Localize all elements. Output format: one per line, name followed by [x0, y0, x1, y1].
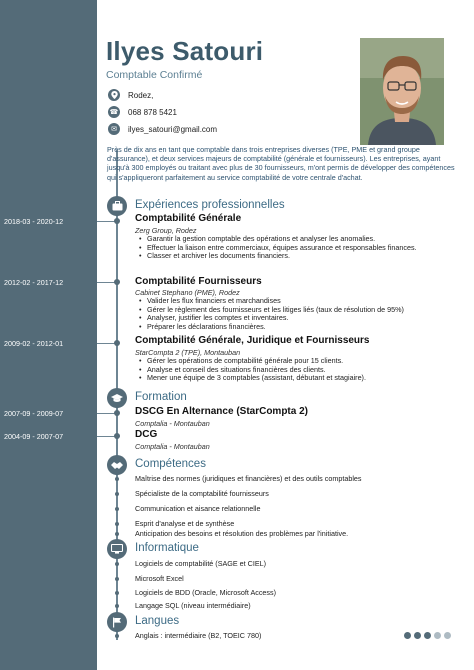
contact-email[interactable]	[108, 123, 217, 135]
it-item: Logiciels de comptabilité (SAGE et CIEL)	[135, 559, 267, 568]
location-pin-icon	[108, 89, 120, 101]
section-title-it: Informatique	[135, 542, 199, 554]
contact-address	[108, 89, 153, 101]
briefcase-icon	[107, 196, 127, 216]
list-item: • Gérer le règlement des fournisseurs et les litiges liés (taux de résolution de 95%)	[147, 306, 447, 315]
timeline-dot	[115, 522, 119, 526]
it-item: Langage SQL (niveau intermédiaire)	[135, 601, 251, 610]
language-level-rating	[404, 632, 451, 639]
hands-icon	[107, 455, 127, 475]
address-text: Rodez,	[128, 90, 154, 100]
level-dot-filled	[414, 632, 421, 639]
edu-dates: 2004-09 - 2007-07	[4, 432, 64, 441]
list-item: • Mener une équipe de 3 comptables (assistant, débutant et stagiaire).	[147, 374, 447, 383]
level-dot-empty	[444, 632, 451, 639]
edu-school: Comptalia - Montauban	[135, 419, 210, 428]
job-company: Zerg Group, Rodez	[135, 226, 197, 235]
skill-item: Esprit d'analyse et de synthèse	[135, 519, 235, 528]
timeline-dot	[115, 532, 119, 536]
list-item: • Préparer les déclarations financières.	[147, 323, 447, 332]
profile-summary: Près de dix ans en tant que comptable dans trois entreprises diverses (TPE, PME et grand groupe d'assurance), et deux services majeurs de comptabilité (générale et fournisseurs). Les entreprises, ayant jusqu'à 300 employés ou traitant avec plus de 30 fournisseurs, m'ont permis de développer des compétences qui s'appliqueront parfaitement au service comptabilité de votre centrale d'achat.	[107, 145, 455, 182]
job-title: Comptabilité Générale, Juridique et Fournisseurs	[135, 335, 370, 346]
skill-item: Communication et aisance relationnelle	[135, 504, 261, 513]
timeline-dot	[115, 477, 119, 481]
job-subtitle: Comptable Confirmé	[106, 69, 203, 81]
sidebar	[0, 0, 97, 670]
job-dates: 2012-02 - 2017-12	[4, 278, 64, 287]
section-title-experience: Expériences professionnelles	[135, 199, 285, 211]
list-item: • Analyser, justifier les comptes et inventaires.	[147, 314, 447, 323]
skill-item: Spécialiste de la comptabilité fournisseurs	[135, 489, 269, 498]
list-item: • Classer et archiver les documents financiers.	[147, 252, 447, 261]
flag-icon	[107, 612, 127, 632]
job-company: StarCompta 2 (TPE), Montauban	[135, 348, 241, 357]
timeline-dot	[114, 433, 120, 439]
level-dot-filled	[424, 632, 431, 639]
timeline-dot	[114, 340, 120, 346]
job-company: Cabinet Stephano (PME), Rodez	[135, 288, 240, 297]
timeline-dot	[115, 562, 119, 566]
job-title: Comptabilité Générale	[135, 213, 242, 224]
edu-school: Comptalia - Montauban	[135, 442, 210, 451]
list-item: • Garantir la gestion comptable des opérations et analyser les anomalies.	[147, 235, 447, 244]
phone-text: 068 878 5421	[128, 107, 177, 117]
timeline-dot	[115, 507, 119, 511]
job-bullets	[147, 357, 447, 383]
job-dates: 2018-03 - 2020-12	[4, 217, 64, 226]
timeline-dot	[115, 591, 119, 595]
edu-dates: 2007-09 - 2009-07	[4, 409, 64, 418]
list-item: • Effectuer la liaison entre commerciaux, équipes assurance et responsables finances.	[147, 244, 447, 253]
language-item: Anglais : intermédiaire (B2, TOEIC 780)	[135, 631, 262, 640]
section-title-languages: Langues	[135, 615, 180, 627]
email-icon: ✉	[108, 123, 120, 135]
job-bullets	[147, 297, 447, 331]
list-item: • Valider les flux financiers et marchandises	[147, 297, 447, 306]
edu-title: DCG	[135, 429, 158, 440]
level-dot-filled	[404, 632, 411, 639]
level-dot-empty	[434, 632, 441, 639]
timeline-dot	[115, 634, 119, 638]
list-item: • Gérer les opérations de comptabilité générale pour 15 clients.	[147, 357, 447, 366]
timeline-dot	[114, 410, 120, 416]
section-title-education: Formation	[135, 391, 187, 403]
monitor-icon	[107, 539, 127, 559]
phone-icon: ☎	[108, 106, 120, 118]
it-item: Logiciels de BDD (Oracle, Microsoft Access)	[135, 588, 276, 597]
timeline-dot	[114, 218, 120, 224]
job-dates: 2009-02 - 2012-01	[4, 339, 64, 348]
timeline-dot	[115, 577, 119, 581]
job-bullets	[147, 235, 447, 261]
email-text[interactable]: ilyes_satouri@gmail.com	[128, 124, 218, 134]
it-item: Microsoft Excel	[135, 574, 184, 583]
skill-item: Anticipation des besoins et résolution des problèmes par l'initiative.	[135, 529, 349, 538]
edu-title: DSCG En Alternance (StarCompta 2)	[135, 406, 308, 417]
section-title-skills: Compétences	[135, 458, 206, 470]
list-item: • Analyse et conseil des situations financières des clients.	[147, 366, 447, 375]
timeline-dot	[115, 604, 119, 608]
profile-photo	[360, 38, 444, 145]
candidate-name: Ilyes Satouri	[106, 36, 264, 66]
timeline-dot	[114, 279, 120, 285]
skill-item: Maîtrise des normes (juridiques et financières) et des outils comptables	[135, 474, 362, 483]
job-title: Comptabilité Fournisseurs	[135, 276, 262, 287]
contact-phone	[108, 106, 177, 118]
timeline-dot	[115, 492, 119, 496]
graduation-cap-icon	[107, 388, 127, 408]
